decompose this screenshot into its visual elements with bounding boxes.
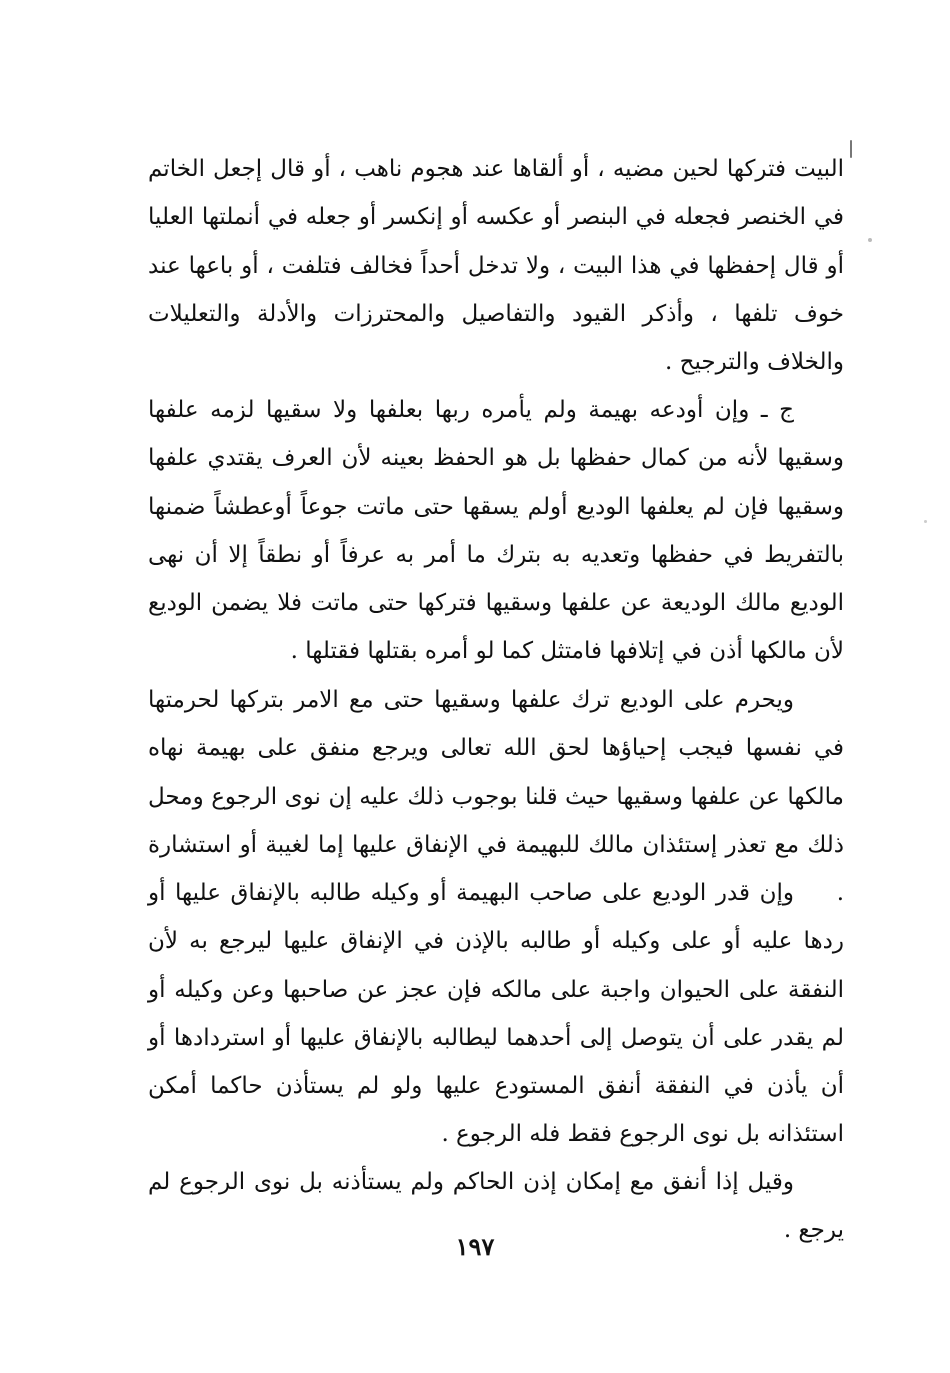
- paragraph-continuation: البيت فتركها لحين مضيه ، أو ألقاها عند هجوم ناهب ، أو قال إجعل الخاتم في الخنصر فجعله في البنصر أو عكسه أو إنكسر أو جعله في أنملتها العليا أو قال إحفظها في هذا البيت ، ولا تدخل أحداً فخالف فتلفت ، أو باعها عند خوف تلفها ، وأذكر القيود والتفاصيل والمحترزات والأدلة والتعليلات والخلاف والترجيح .: [148, 156, 844, 376]
- page-number: ١٩٧: [455, 1232, 495, 1261]
- scan-speck: [868, 238, 872, 242]
- paragraph-alternative-opinion: وقيل إذا أنفق مع إمكان إذن الحاكم ولم يستأذنه بل نوى الرجوع لم يرجع .: [148, 1169, 844, 1244]
- scan-mark: [850, 140, 852, 158]
- paragraph-owner-ability: وإن قدر الوديع على صاحب البهيمة أو وكيله طالبه بالإنفاق عليها أو ردها عليه أو على وكيله أو طالبه بالإذن في الإنفاق عليها ليرجع به لأن النفقة على الحيوان واجبة على مالكه فإن عجز عن صاحبها وعن وكيله أو لم يقدر على أن يتوصل إلى أحدهما ليطالبه بالإنفاق عليها أو استردادها أو أن يأذن في النفقة أنفق المستودع عليها ولو لم يستأذن حاكما أمكن استئذانه بل نوى الرجوع فقط فله الرجوع .: [148, 880, 844, 1148]
- scan-speck: [924, 520, 927, 523]
- paragraph-prohibition: ويحرم على الوديع ترك علفها وسقيها حتى مع الامر بتركها لحرمتها في نفسها فيجب إحياؤها لحق الله تعالى ويرجع منفق على بهيمة نهاه مالكها عن علفها وسقيها حيث قلنا بوجوب ذلك عليه إن نوى الرجوع ومحل ذلك مع تعذر إستئذان مالك للبهيمة في الإنفاق عليها إما لغيبة أو استشارة .: [148, 687, 844, 907]
- paragraph-section-jeem: ج ـ وإن أودعه بهيمة ولم يأمره ربها بعلفها ولا سقيها لزمه علفها وسقيها لأنه من كمال حفظها بل هو الحفظ بعينه لأن العرف يقتدي علفها وسقيها فإن لم يعلفها الوديع أولم يسقها حتى ماتت جوعاً أوعطشاً ضمنها بالتفريط في حفظها وتعديه به بترك ما أمر به عرفاً أو نطقاً إلا أن نهى الوديع مالك الوديعة عن علفها وسقيها فتركها حتى ماتت فلا يضمن الوديع لأن مالكها أذن في إتلافها فامتثل كما لو أمره بقتلها فقتلها .: [148, 397, 844, 665]
